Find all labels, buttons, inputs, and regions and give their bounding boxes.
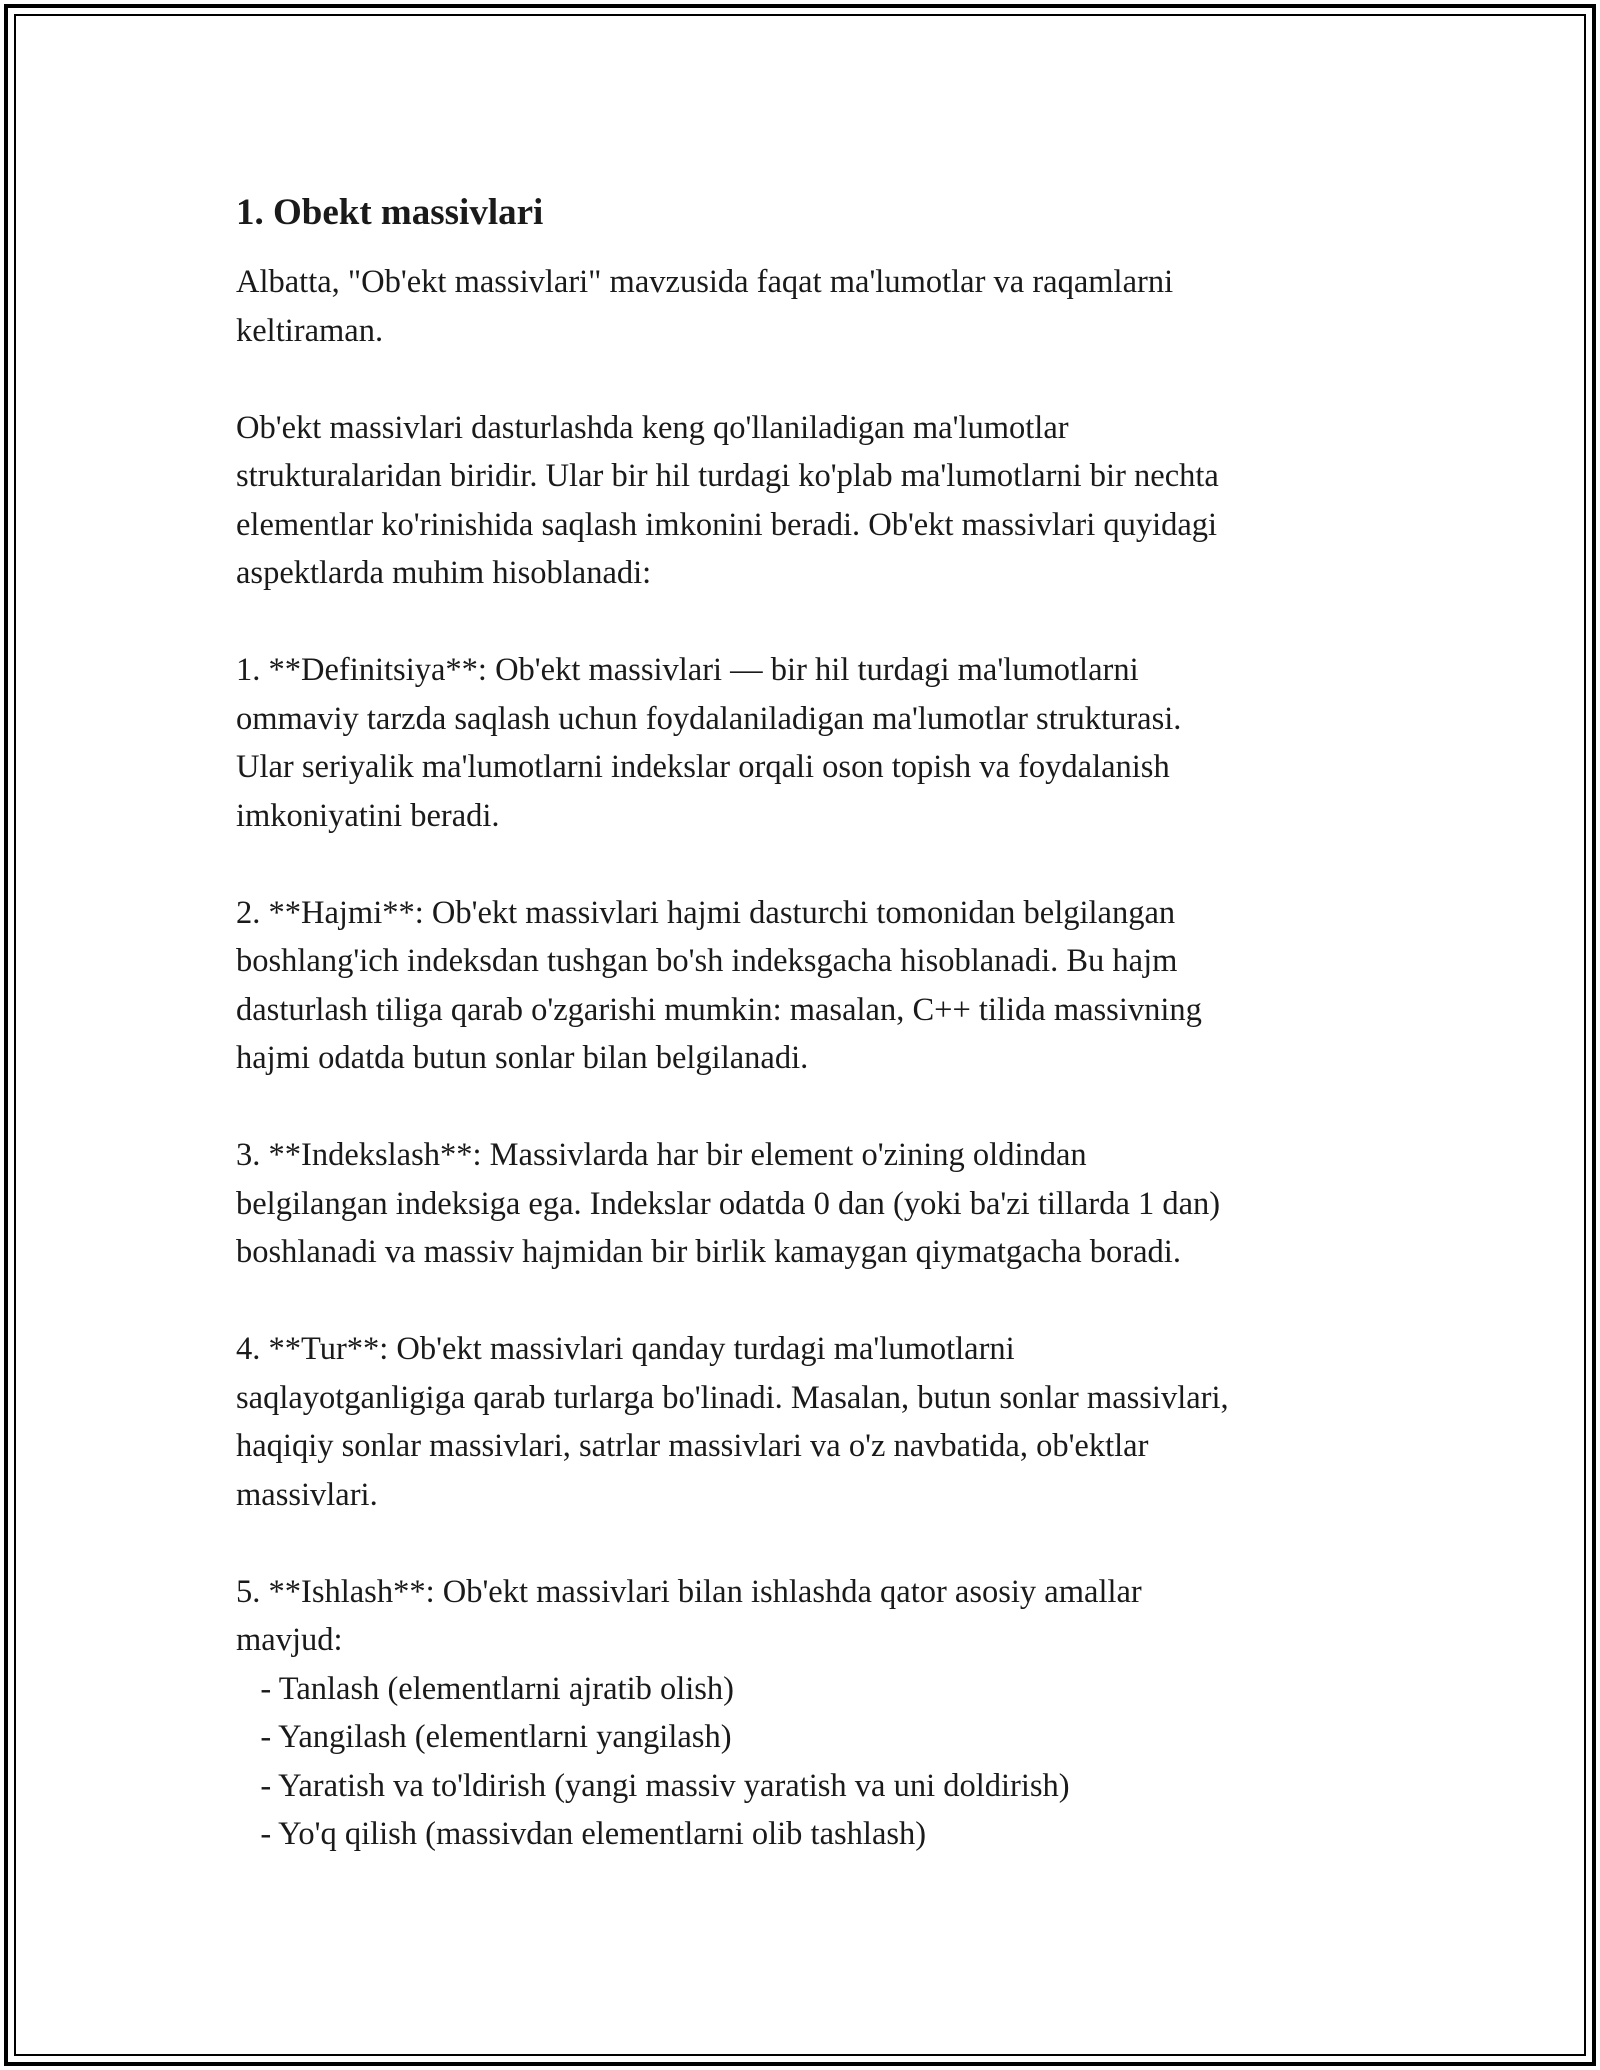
page-title: 1. Obekt massivlari (236, 192, 544, 233)
document-body: Albatta, "Ob'ekt massivlari" mavzusida faqat ma'lumotlar va raqamlarni keltiraman. Ob'ekt massivlari dasturlashda keng qo'llaniladigan ma'lumotlar strukturalaridan biridir. Ular bir hil turdagi ko'plab ma'lumotlarni bir nechta elementlar ko'rinishida saqlash imkonini beradi. Ob'ekt massivlari quyidagi aspektlarda muhim hisoblanadi: 1. **Definitsiya**: Ob'ekt massivlari — bir hil turdagi ma'lumotlarni ommaviy tarzda saqlash uchun foydalaniladigan ma'lumotlar strukturasi. Ular seriyalik ma'lumotlarni indekslar orqali oson topish va foydalanish imkoniyatini beradi. 2. **Hajmi**: Ob'ekt massivlari hajmi dasturchi tomonidan belgilangan boshlang'ich indeksdan tushgan bo'sh indeksgacha hisoblanadi. Bu hajm dasturlash tiliga qarab o'zgarishi mumkin: masalan, C++ tilida massivning hajmi odatda butun sonlar bilan belgilanadi. 3. **Indekslash**: Massivlarda har bir element o'zining oldindan belgilangan indeksiga ega. Indekslar odatda 0 dan (yoki ba'zi tillarda 1 dan) boshlanadi va massiv hajmidan bir birlik kamaygan qiymatgacha boradi. 4. **Tur**: Ob'ekt massivlari qanday turdagi ma'lumotlarni saqlayotganligiga qarab turlarga bo'linadi. Masalan, butun sonlar massivlari, haqiqiy sonlar massivlari, satrlar massivlari va o'z navbatida, ob'ektlar massivlari. 5. **Ishlash**: Ob'ekt massivlari bilan ishlashda qator asosiy amallar mavjud: - Tanlash (elementlarni ajratib olish) - Yangilash (elementlarni yangilash) - Yaratish va to'ldirish (yangi massiv yaratish va uni doldirish) - Yo'q qilish (massivdan elementlarni olib tashlash) (236, 264, 1229, 1852)
document-content (236, 186, 1386, 1859)
